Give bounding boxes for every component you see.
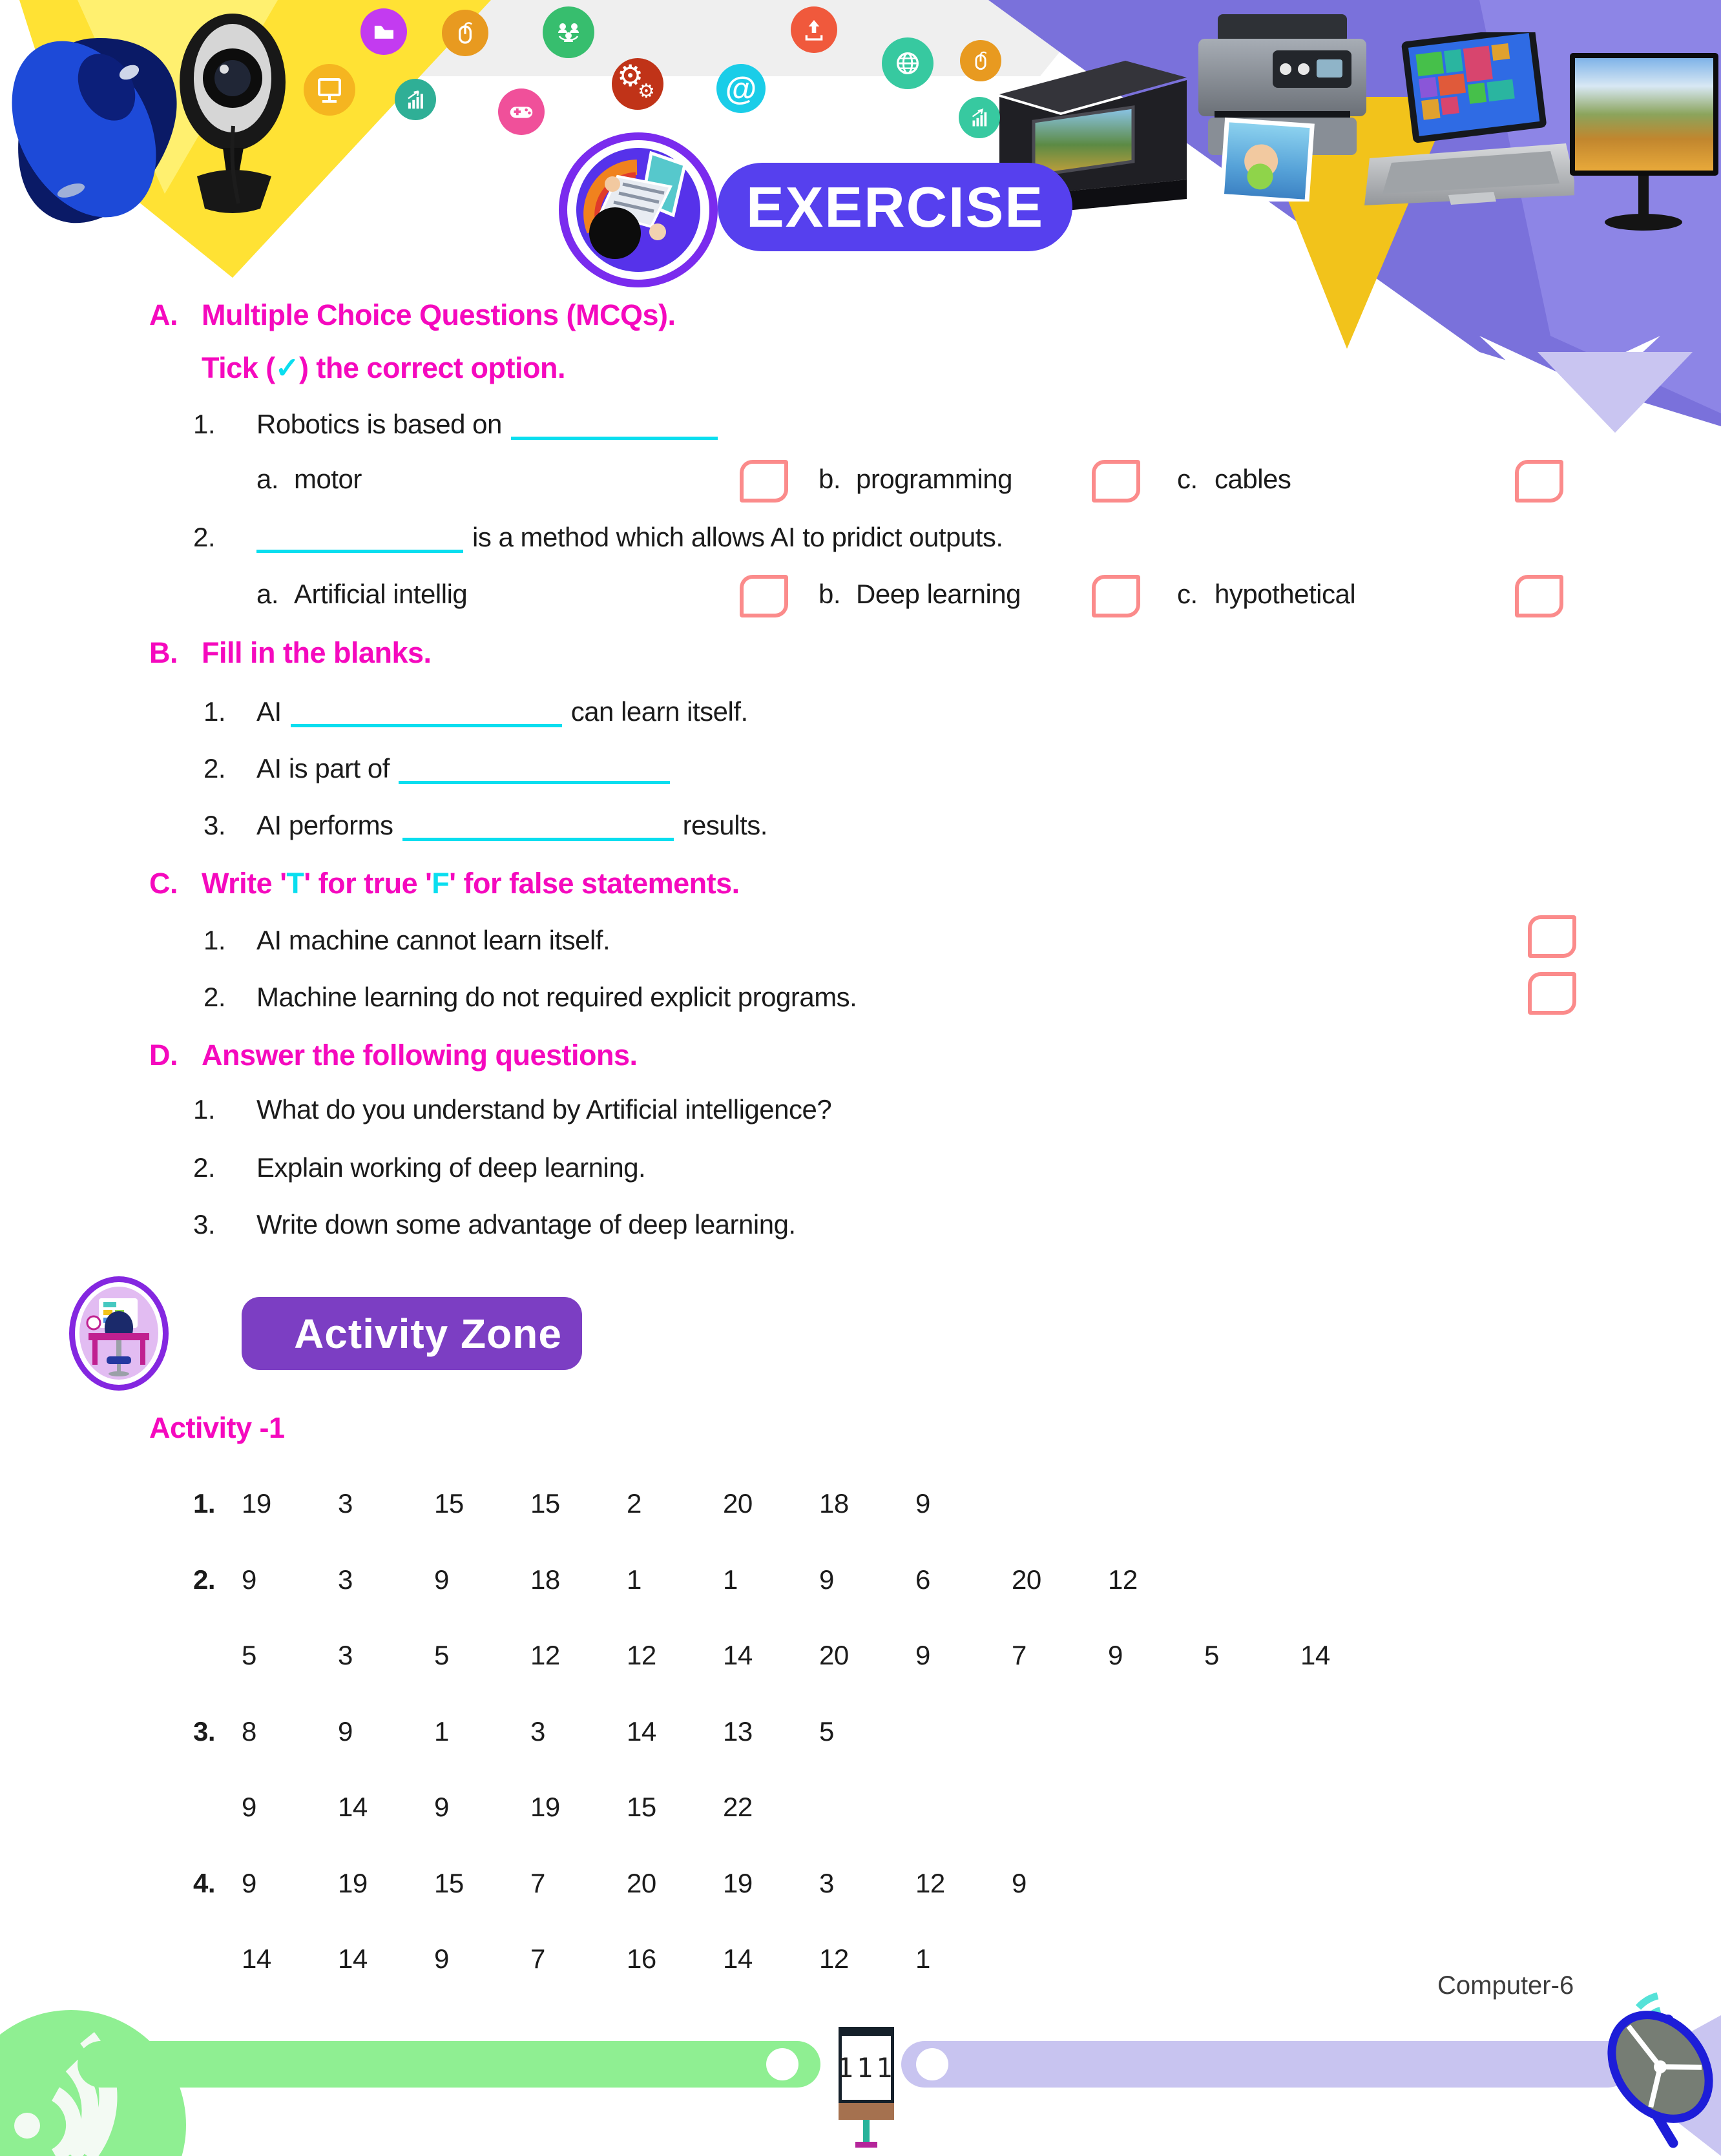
option-key: c. [1177, 579, 1198, 609]
blank-after-text: results. [682, 810, 767, 840]
activity-number: 16 [627, 1944, 656, 1974]
activity-number: 5 [434, 1640, 449, 1670]
question-item-1 [0, 1094, 1721, 1134]
activity-number: 12 [915, 1868, 945, 1898]
activity-number: 20 [627, 1868, 656, 1898]
option-label: hypothetical [1215, 579, 1356, 609]
activity-number: 7 [1012, 1640, 1027, 1670]
item-number: 1. [193, 1094, 216, 1125]
at-sign-icon [716, 64, 766, 113]
true-false-2-checkbox[interactable] [1528, 972, 1576, 1015]
section-a-label: A. [149, 298, 178, 331]
item-text [256, 753, 679, 784]
question-1-text: Robotics is based on [256, 409, 502, 439]
option-2b-checkbox[interactable] [1092, 575, 1140, 617]
activity-number: 15 [627, 1792, 656, 1822]
growth-chart-icon-2 [959, 97, 1000, 138]
activity-number: 14 [723, 1944, 753, 1974]
board-screen [839, 2027, 894, 2103]
activity-number: 5 [819, 1716, 834, 1747]
answer-blank[interactable] [256, 526, 463, 553]
activity-number: 18 [819, 1488, 849, 1519]
section-c-title [202, 867, 740, 900]
activity-number: 9 [242, 1868, 256, 1898]
activity-number: 3 [819, 1868, 834, 1898]
option-1b-checkbox[interactable] [1092, 460, 1140, 503]
activity-number: 15 [434, 1488, 464, 1519]
satellite-dish-illustration [1576, 1970, 1721, 2156]
tick-text-before: Tick ( [202, 351, 275, 384]
book-label: Computer-6 [1437, 1971, 1574, 2000]
section-c-heading [0, 867, 1721, 907]
item-number: 2. [203, 982, 226, 1012]
activity-number: 1 [723, 1564, 738, 1595]
activity-zone-banner [242, 1297, 582, 1370]
question-number: 1. [193, 409, 216, 439]
laptop-illustration [1364, 32, 1574, 226]
activity-number: 19 [242, 1488, 271, 1519]
question-text [256, 409, 727, 440]
exercise-banner [718, 163, 1072, 251]
network-people-icon [543, 6, 594, 58]
activity-number: 6 [915, 1564, 930, 1595]
monitor-icon [304, 64, 355, 116]
activity-number: 14 [338, 1944, 368, 1974]
activity-number: 9 [434, 1564, 449, 1595]
item-number: 1. [203, 696, 226, 727]
footer-bar-left-dot [766, 2048, 798, 2080]
item-number: 3. [203, 810, 226, 840]
activity-row-number: 3. [193, 1716, 216, 1747]
option-2a-checkbox[interactable] [740, 575, 788, 617]
activity-row [0, 1716, 1721, 1755]
fill-blank-item-3 [0, 810, 1721, 850]
activity-number: 19 [723, 1868, 753, 1898]
footer-bar-right-dot [916, 2048, 948, 2080]
option-label: cables [1215, 464, 1291, 494]
question-text: Explain working of deep learning. [256, 1152, 646, 1183]
tick-text-after: ) the correct option. [298, 351, 565, 384]
at-glyph: @ [725, 70, 757, 107]
blank-before-text: AI is part of [256, 753, 390, 783]
activity-number: 9 [434, 1944, 449, 1974]
true-letter: T [286, 867, 304, 900]
board-foot [855, 2142, 877, 2148]
option-1c [1177, 464, 1291, 495]
mcq-options-row-1 [0, 464, 1721, 504]
mcq-options-row-2 [0, 579, 1721, 619]
activity-number: 3 [338, 1488, 353, 1519]
answer-blank[interactable] [402, 814, 674, 841]
activity-row-number: 4. [193, 1868, 216, 1898]
activity-row-number: 1. [193, 1488, 216, 1519]
activity-label-text: Activity -1 [149, 1411, 285, 1444]
activity-number: 19 [338, 1868, 368, 1898]
activity-number: 15 [434, 1868, 464, 1898]
item-text [256, 810, 767, 841]
item-number: 2. [203, 753, 226, 783]
board-base [839, 2103, 894, 2120]
mouse-icon [442, 10, 488, 56]
activity-row-number: 2. [193, 1564, 216, 1595]
activity-number: 12 [819, 1944, 849, 1974]
activity-number: 12 [1108, 1564, 1138, 1595]
footer-bar-right [901, 2041, 1631, 2088]
blank-before-text: AI performs [256, 810, 393, 840]
gear-glyph-large: ⚙ [617, 58, 644, 93]
item-number: 3. [193, 1209, 216, 1239]
question-item-2 [0, 1152, 1721, 1192]
activity-row [0, 1792, 1721, 1830]
printer-illustration [1189, 14, 1376, 202]
question-text [247, 522, 1003, 553]
activity-number: 14 [627, 1716, 656, 1747]
option-key: a. [256, 579, 279, 609]
exercise-banner-title: EXERCISE [746, 174, 1045, 239]
blank-after-text: can learn itself. [570, 696, 748, 727]
activity-zone-badge-icon [69, 1276, 169, 1391]
false-letter: F [432, 867, 450, 900]
exercise-badge-icon [559, 132, 718, 287]
activity-number: 8 [242, 1716, 256, 1747]
option-label: Deep learning [856, 579, 1021, 609]
section-c-label: C. [149, 867, 178, 900]
activity-number: 18 [530, 1564, 560, 1595]
activity-number: 12 [530, 1640, 560, 1670]
activity-number: 20 [1012, 1564, 1041, 1595]
activity-number: 1 [627, 1564, 641, 1595]
item-number: 1. [203, 925, 226, 955]
true-false-item-1 [0, 925, 1721, 965]
activity-number: 9 [1108, 1640, 1123, 1670]
title-part: Write ' [202, 867, 287, 900]
option-key: b. [819, 579, 841, 609]
activity-number: 1 [915, 1944, 930, 1974]
gamepad-icon [498, 88, 545, 135]
activity-row [0, 1640, 1721, 1679]
webcam-illustration [171, 10, 300, 223]
activity-number: 9 [242, 1792, 256, 1822]
section-a-heading [0, 298, 1721, 338]
activity-row [0, 1488, 1721, 1527]
activity-number: 14 [1300, 1640, 1330, 1670]
activity-number: 5 [1204, 1640, 1219, 1670]
section-b-label: B. [149, 636, 178, 669]
option-key: b. [819, 464, 841, 494]
activity-number: 15 [530, 1488, 560, 1519]
badge-desk-illustration [79, 1287, 158, 1380]
activity-number: 2 [627, 1488, 641, 1519]
option-1c-checkbox[interactable] [1515, 460, 1563, 503]
activity-number: 19 [530, 1792, 560, 1822]
activity-number: 9 [434, 1792, 449, 1822]
globe-icon [882, 37, 934, 89]
activity-number: 14 [242, 1944, 271, 1974]
activity-number: 5 [242, 1640, 256, 1670]
blank-before-text: AI [256, 696, 282, 727]
desktop-monitor-illustration [1570, 53, 1721, 253]
activity-number: 1 [434, 1716, 449, 1747]
option-1a [256, 464, 362, 495]
activity-number: 14 [723, 1640, 753, 1670]
activity-number: 9 [915, 1640, 930, 1670]
section-a-title: Multiple Choice Questions (MCQs). [202, 298, 676, 331]
question-2-text: is a method which allows AI to pridict outputs. [472, 522, 1003, 552]
page-number-board [839, 2027, 894, 2150]
mcq-question-1 [0, 409, 1721, 449]
statement-text: Machine learning do not required explicit programs. [256, 982, 857, 1012]
activity-number: 9 [338, 1716, 353, 1747]
activity-number: 9 [1012, 1868, 1027, 1898]
board-stem [863, 2120, 870, 2142]
section-d-title: Answer the following questions. [202, 1039, 638, 1072]
activity-row [0, 1564, 1721, 1603]
activity-number: 9 [242, 1564, 256, 1595]
statement-text: AI machine cannot learn itself. [256, 925, 610, 955]
answer-blank[interactable] [291, 701, 562, 727]
question-text: What do you understand by Artificial intelligence? [256, 1094, 832, 1125]
option-label: motor [294, 464, 362, 494]
tick-instruction [0, 351, 1721, 391]
check-mark-icon: ✓ [275, 351, 299, 384]
item-number: 2. [193, 1152, 216, 1183]
upload-icon [791, 6, 837, 53]
option-2c-checkbox[interactable] [1515, 575, 1563, 617]
section-d-heading [0, 1039, 1721, 1079]
true-false-item-2 [0, 982, 1721, 1022]
activity-number: 14 [338, 1792, 368, 1822]
activity-number: 7 [530, 1944, 545, 1974]
folder-icon [360, 8, 407, 55]
gear-glyph-small: ⚙ [638, 80, 655, 103]
section-b-heading [0, 636, 1721, 676]
mouse-icon-2 [960, 40, 1001, 81]
activity-number: 9 [915, 1488, 930, 1519]
activity-number: 20 [723, 1488, 753, 1519]
option-label: Artificial intellig [294, 579, 468, 609]
option-label: programming [856, 464, 1012, 494]
activity-number: 20 [819, 1640, 849, 1670]
answer-blank[interactable] [399, 758, 670, 784]
activity-number: 7 [530, 1868, 545, 1898]
option-2b [819, 579, 1021, 610]
badge-person-illustration [575, 148, 702, 272]
footer-bar-left [78, 2041, 820, 2088]
option-key: a. [256, 464, 279, 494]
question-text: Write down some advantage of deep learning. [256, 1209, 796, 1239]
option-2c [1177, 579, 1355, 610]
activity-zone-title: Activity Zone [294, 1310, 562, 1357]
activity-number: 9 [819, 1564, 834, 1595]
growth-chart-icon [395, 79, 436, 120]
option-1a-checkbox[interactable] [740, 460, 788, 503]
title-part: ' for true ' [304, 867, 432, 900]
option-1b [819, 464, 1012, 495]
activity-number: 22 [723, 1792, 753, 1822]
gears-icon [612, 58, 663, 110]
section-b-title: Fill in the blanks. [202, 636, 432, 669]
activity-row [0, 1868, 1721, 1907]
question-number: 2. [193, 522, 216, 552]
option-key: c. [1177, 464, 1198, 494]
option-2a [256, 579, 467, 610]
activity-number: 3 [338, 1640, 353, 1670]
title-part: ' for false statements. [449, 867, 740, 900]
activity-number: 12 [627, 1640, 656, 1670]
section-d-label: D. [149, 1039, 178, 1072]
activity-number: 13 [723, 1716, 753, 1747]
item-text [256, 696, 748, 727]
fill-blank-item-2 [0, 753, 1721, 793]
activity-number: 3 [530, 1716, 545, 1747]
true-false-1-checkbox[interactable] [1528, 915, 1576, 958]
question-item-3 [0, 1209, 1721, 1249]
activity-number: 3 [338, 1564, 353, 1595]
answer-blank[interactable] [511, 413, 718, 440]
mcq-question-2 [0, 522, 1721, 562]
fill-blank-item-1 [0, 696, 1721, 736]
activity-label [0, 1411, 1721, 1451]
page-number: 111 [837, 2052, 896, 2084]
